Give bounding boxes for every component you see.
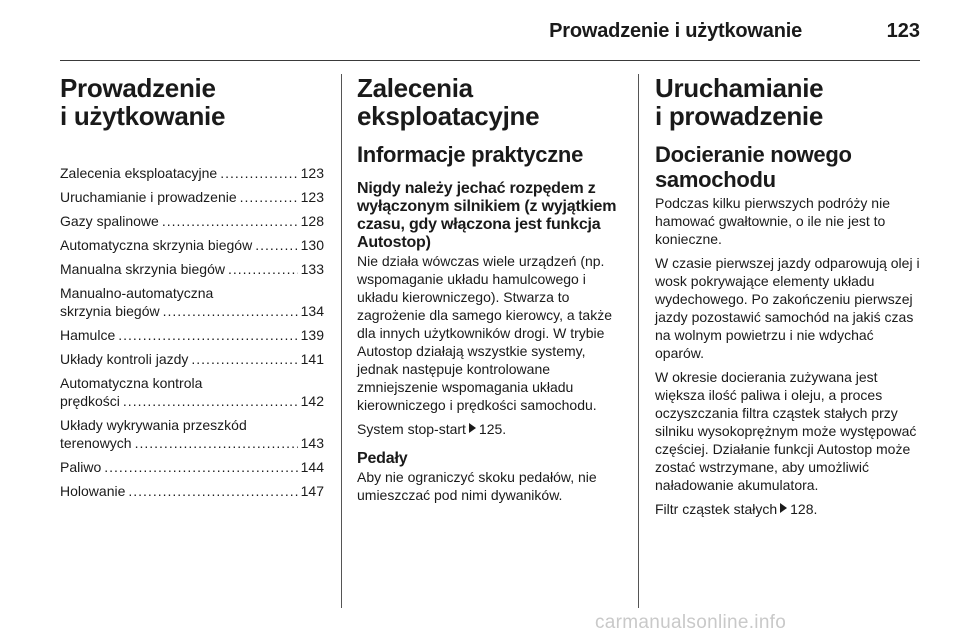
toc-column — [60, 74, 324, 506]
toc-entry[interactable]: Paliwo ..... 144 — [60, 458, 324, 476]
paragraph: W okresie docierania zużywana jest większa ilość paliwa i oleju, a proces oczyszczania filtra cząstek stałych przy silniku wysokoprężnym może występować częściej. Działanie funkcji Autostop może zostać wstrzymane, aby umożliwić naładowanie akumulatora. — [655, 369, 917, 493]
toc-entry[interactable]: Hamulce ..... 139 — [60, 326, 324, 344]
toc-entry[interactable]: Automatyczna kontrola prędkości ..... 142 — [60, 374, 324, 410]
chapter-title — [60, 74, 324, 130]
toc-entry[interactable]: Manualna skrzynia biegów ..... 133 — [60, 260, 324, 278]
starting-driving-column — [655, 74, 923, 518]
section-title: Uruchamianie i prowadzenie — [655, 73, 824, 131]
cross-reference: Filtr cząstek stałych 128. — [655, 501, 818, 517]
warning-text: Nie działa wówczas wiele urządzeń (np. wspomaganie układu hamulcowego i układu kierowniczego). Stwarza to zagrożenie dla samego kierowcy, a także dla innych użytkowników drogi. W trybie Autostop działają wszystkie systemy, jednak następuje kontrolowane zmniejszenie wspomagania układu kierowniczego i prędkości samochodu. — [357, 253, 612, 413]
table-of-contents — [60, 164, 324, 500]
toc-entry[interactable]: Układy wykrywania przeszkód terenowych ..... 143 — [60, 416, 324, 452]
section-title: Zalecenia eksploatacyjne — [357, 73, 540, 131]
page-number: 123 — [886, 20, 920, 42]
subsection-title: Informacje praktyczne — [357, 142, 584, 167]
subsection-title: Docieranie nowego samochodu — [655, 142, 852, 192]
column-divider — [638, 74, 639, 608]
warning-heading: Nigdy należy jechać rozpędem z wyłączonym silnikiem (z wyjątkiem czasu, gdy włączona jest funkcja Autostop) — [357, 180, 617, 251]
header-title: Prowadzenie i użytkowanie — [549, 20, 802, 42]
operation-tips-column — [357, 74, 622, 504]
toc-entry[interactable]: Automatyczna skrzynia biegów ..... 130 — [60, 236, 324, 254]
column-divider — [341, 74, 342, 608]
watermark: carmanualsonline.info — [595, 612, 787, 633]
chapter-title-line1: Prowadzenie — [60, 73, 216, 103]
toc-entry[interactable]: Układy kontroli jazdy ..... 141 — [60, 350, 324, 368]
toc-entry[interactable]: Uruchamianie i prowadzenie ..... 123 — [60, 188, 324, 206]
toc-entry[interactable]: Manualno-automatyczna skrzynia biegów ..... 134 — [60, 284, 324, 320]
toc-entry[interactable]: Gazy spalinowe ..... 128 — [60, 212, 324, 230]
paragraph: W czasie pierwszej jazdy odparowują olej i wosk pokrywające elementy układu wydechowego. Po zakończeniu pierwszej jazdy pozostawić samochód na jakiś czas na wolnym powietrzu i nie wdychać oparów. — [655, 255, 920, 361]
toc-entry[interactable]: Holowanie ..... 147 — [60, 482, 324, 500]
page-reference-arrow-icon — [780, 503, 787, 513]
toc-entry[interactable]: Zalecenia eksploatacyjne ..... 123 — [60, 164, 324, 182]
pedals-text: Aby nie ograniczyć skoku pedałów, nie umieszczać pod nimi dywaników. — [357, 469, 597, 503]
chapter-title-line2: i użytkowanie — [60, 101, 226, 131]
paragraph: Podczas kilku pierwszych podróży nie hamować gwałtownie, o ile nie jest to konieczne. — [655, 195, 890, 247]
page-reference-arrow-icon — [469, 423, 476, 433]
cross-reference: System stop-start 125. — [357, 421, 507, 437]
page-header — [60, 0, 920, 61]
pedals-heading: Pedały — [357, 450, 408, 467]
